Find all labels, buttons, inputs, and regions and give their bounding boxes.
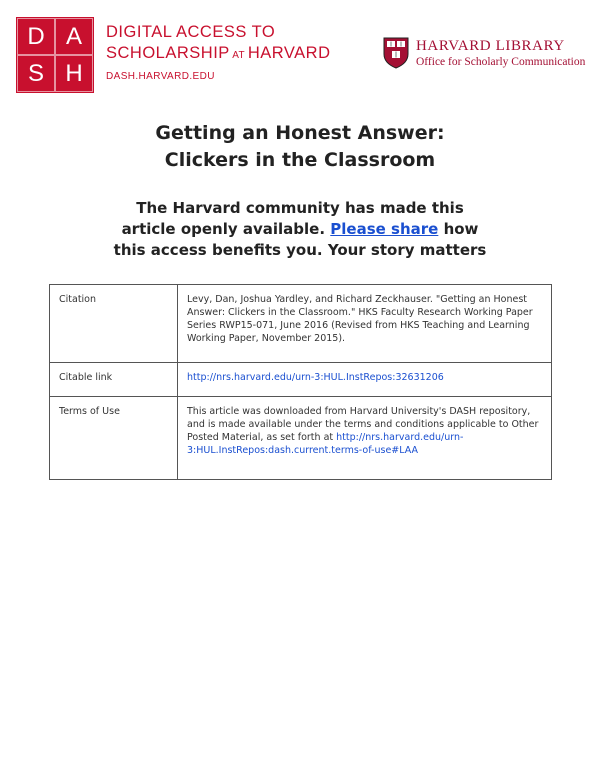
dash-url[interactable]: DASH.HARVARD.EDU bbox=[106, 71, 215, 82]
harvard-library-wordmark bbox=[416, 38, 585, 70]
document-title-line2: Clickers in the Classroom bbox=[164, 149, 436, 171]
share-message bbox=[100, 198, 500, 261]
citation-value: Levy, Dan, Joshua Yardley, and Richard Zeckhauser. "Getting an Honest Answer: Clickers in the Classroom." HKS Faculty Research Working Paper Series RWP15-071, June 2016 (Revised from HKS Teaching and Learning Working Paper, November 2015). bbox=[178, 285, 552, 363]
citable-link-label: Citable link bbox=[50, 363, 178, 397]
please-share-link[interactable]: Please share bbox=[330, 220, 439, 238]
citable-link-cell bbox=[178, 363, 552, 397]
dash-wordmark-line2 bbox=[106, 43, 331, 66]
terms-of-use-link[interactable]: http://nrs.harvard.edu/urn-3:HUL.InstRepos:dash.current.terms-of-use#LAA bbox=[187, 432, 464, 456]
dash-wordmark bbox=[106, 22, 331, 82]
table-row bbox=[50, 363, 552, 397]
share-line2-prefix: article openly available. bbox=[121, 220, 326, 238]
share-line2-suffix: how bbox=[443, 220, 479, 238]
dash-wordmark-at: AT bbox=[229, 50, 248, 61]
dash-wordmark-scholarship: SCHOLARSHIP bbox=[106, 44, 230, 62]
harvard-library-title: HARVARD LIBRARY bbox=[416, 38, 565, 54]
harvard-shield-icon bbox=[383, 37, 409, 69]
document-title-line1: Getting an Honest Answer: bbox=[155, 122, 445, 144]
terms-of-use-text: This article was downloaded from Harvard University's DASH repository, and is made available under the terms and conditions applicable to Other Posted Material, as set forth at bbox=[187, 406, 539, 443]
document-title bbox=[0, 120, 600, 174]
citation-label: Citation bbox=[50, 285, 178, 363]
dash-logo-letter: A bbox=[55, 18, 93, 55]
metadata-table bbox=[49, 284, 552, 480]
share-line1: The Harvard community has made this bbox=[136, 199, 464, 217]
share-line2 bbox=[100, 219, 500, 240]
dash-wordmark-harvard: HARVARD bbox=[247, 44, 331, 62]
dash-logo-letter: H bbox=[55, 55, 93, 92]
dash-logo bbox=[16, 17, 94, 93]
table-row bbox=[50, 397, 552, 480]
dash-logo-letter: S bbox=[17, 55, 55, 92]
table-row bbox=[50, 285, 552, 363]
terms-of-use-cell bbox=[178, 397, 552, 480]
dash-logo-letter: D bbox=[17, 18, 55, 55]
share-line3: this access benefits you. Your story matters bbox=[113, 241, 487, 259]
harvard-library-subtitle: Office for Scholarly Communication bbox=[416, 56, 586, 68]
dash-wordmark-line1: DIGITAL ACCESS TO bbox=[106, 23, 276, 41]
terms-of-use-label: Terms of Use bbox=[50, 397, 178, 480]
citable-link[interactable]: http://nrs.harvard.edu/urn-3:HUL.InstRepos:32631206 bbox=[187, 372, 444, 383]
